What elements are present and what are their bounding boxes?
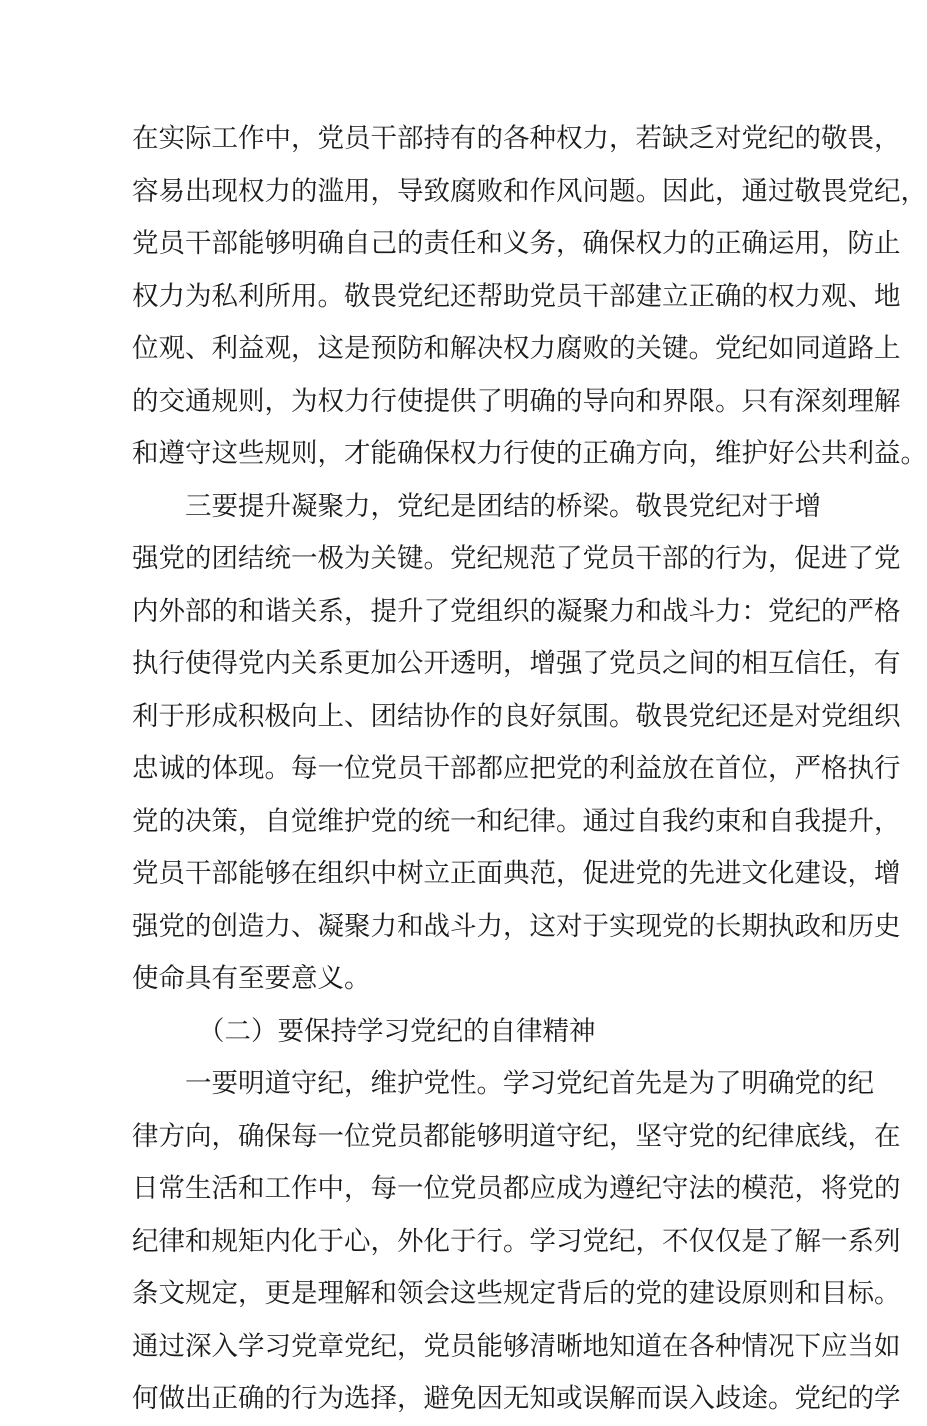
text-line: 律方向，确保每一位党员都能够明道守纪，坚守党的纪律底线，在 bbox=[132, 1120, 901, 1152]
text-line: 位观、利益观，这是预防和解决权力腐败的关键。党纪如同道路上 bbox=[132, 333, 901, 364]
text-line: 使命具有至要意义。 bbox=[132, 963, 371, 994]
text-line: 容易出现权力的滥用，导致腐败和作风问题。因此，通过敬畏党纪， bbox=[132, 175, 927, 207]
text-line: 在实际工作中，党员干部持有的各种权力，若缺乏对党纪的敬畏， bbox=[132, 123, 901, 154]
text-line: 条文规定，更是理解和领会这些规定背后的党的建设原则和目标。 bbox=[132, 1278, 901, 1309]
text-line: 纪律和规矩内化于心，外化于行。学习党纪，不仅仅是了解一系列 bbox=[132, 1225, 901, 1257]
text-line: 和遵守这些规则，才能确保权力行使的正确方向，维护好公共利益。 bbox=[132, 438, 927, 469]
paragraph-start-line: 一要明道守纪，维护党性。学习党纪首先是为了明确党的纪 bbox=[185, 1068, 874, 1099]
text-line: 党的决策，自觉维护党的统一和纪律。通过自我约束和自我提升， bbox=[132, 805, 901, 837]
text-line: 强党的创造力、凝聚力和战斗力，这对于实现党的长期执政和历史 bbox=[132, 910, 901, 942]
text-line: 忠诚的体现。每一位党员干部都应把党的利益放在首位，严格执行 bbox=[132, 753, 901, 784]
text-line: 日常生活和工作中，每一位党员都应成为遵纪守法的模范，将党的 bbox=[132, 1173, 901, 1204]
text-line: 强党的团结统一极为关键。党纪规范了党员干部的行为，促进了党 bbox=[132, 543, 901, 574]
text-line: 内外部的和谐关系，提升了党组织的凝聚力和战斗力：党纪的严格 bbox=[132, 595, 901, 627]
text-line: 党员干部能够明确自己的责任和义务，确保权力的正确运用，防止 bbox=[132, 228, 901, 259]
text-line: 权力为私利所用。敬畏党纪还帮助党员干部建立正确的权力观、地 bbox=[132, 280, 901, 312]
paragraph-start-line: 三要提升凝聚力，党纪是团结的桥梁。敬畏党纪对于增 bbox=[185, 490, 821, 522]
text-line: 执行使得党内关系更加公开透明，增强了党员之间的相互信任，有 bbox=[132, 648, 901, 679]
document-body bbox=[132, 113, 927, 1426]
text-line: 利于形成积极向上、团结协作的良好氛围。敬畏党纪还是对党组织 bbox=[132, 700, 901, 732]
text-line: 通过深入学习党章党纪，党员能够清晰地知道在各种情况下应当如 bbox=[132, 1330, 901, 1362]
text-line: 的交通规则，为权力行使提供了明确的导向和界限。只有深刻理解 bbox=[132, 385, 901, 417]
section-heading: （二）要保持学习党纪的自律精神 bbox=[198, 1015, 596, 1047]
text-line: 党员干部能够在组织中树立正面典范，促进党的先进文化建设，增 bbox=[132, 858, 901, 889]
text-line: 何做出正确的行为选择，避免因无知或误解而误入歧途。党纪的学 bbox=[132, 1383, 901, 1414]
